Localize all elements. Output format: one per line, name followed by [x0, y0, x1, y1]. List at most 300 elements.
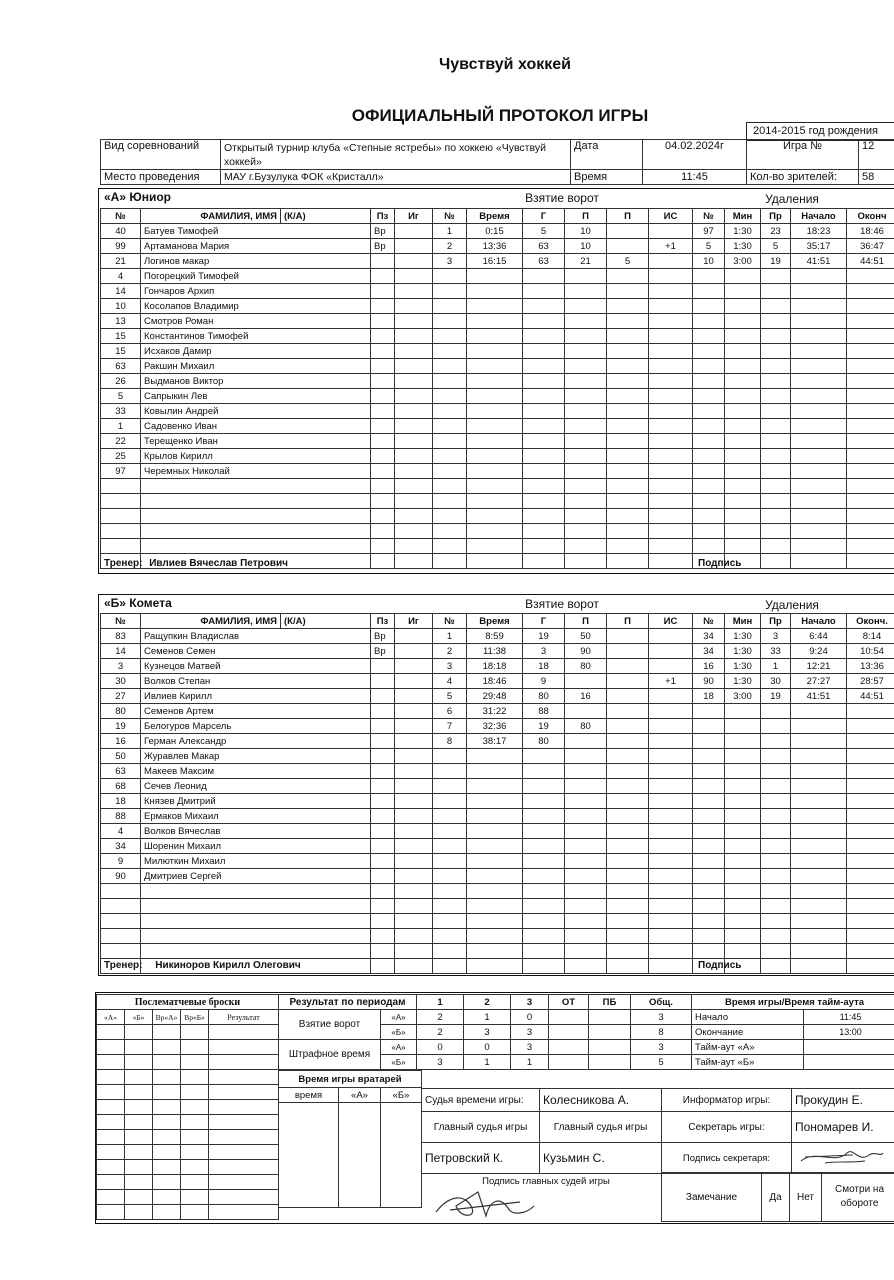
- team-a-penalty-number: [693, 284, 725, 299]
- team-a-player-ig: [395, 404, 433, 419]
- shootout-header-gk-b: Вр«Б»: [181, 1010, 209, 1025]
- team-a-player-name: Смотров Роман: [141, 314, 371, 329]
- team-b-penalty-start: [791, 854, 847, 869]
- header-table: [100, 139, 894, 185]
- team-a-penalty-row: [693, 284, 894, 299]
- team-a-goal-assist-1: [565, 269, 607, 284]
- team-b-roster-row: [101, 734, 433, 749]
- team-b-penalty-minutes: [725, 719, 761, 734]
- team-b-goal-row: [433, 689, 693, 704]
- team-a-player-number: 97: [101, 464, 141, 479]
- team-a-penalty-end: [847, 359, 894, 374]
- team-b-player-ig: [395, 749, 433, 764]
- team-b-penalty-number: 90: [693, 674, 725, 689]
- team-b-goal-row: [433, 794, 693, 809]
- team-b-coach: [100, 958, 436, 973]
- team-b-goal-situation: [649, 779, 693, 794]
- team-b-roster-row: [101, 749, 433, 764]
- timeout-a-label: Тайм-аут «А»: [692, 1040, 804, 1055]
- team-a-penalty-start: [791, 389, 847, 404]
- team-b-penalty-start: 12:21: [791, 659, 847, 674]
- team-b-player-number: 19: [101, 719, 141, 734]
- team-a-goal-row: [433, 359, 693, 374]
- team-b-penalty-minutes: 1:30: [725, 629, 761, 644]
- team-b-penalty-end: 10:54: [847, 644, 894, 659]
- team-a-roster-row: [101, 524, 433, 539]
- team-b-penalty-minutes: [725, 794, 761, 809]
- team-a-goal-time: [467, 314, 523, 329]
- team-b-penalty-end: [847, 749, 894, 764]
- team-b-goal-situation: [649, 659, 693, 674]
- team-a-penalty-start: [791, 314, 847, 329]
- team-a-goal-row: [433, 239, 693, 254]
- team-a-roster-row: [101, 359, 433, 374]
- team-a-player-pz: Вр: [371, 224, 395, 239]
- team-a-player-pz: [371, 284, 395, 299]
- team-a-player-number: 5: [101, 389, 141, 404]
- team-b-penalty-number: 34: [693, 629, 725, 644]
- team-b-penalty-number: [693, 719, 725, 734]
- team-b-goal-assist-2: [607, 659, 649, 674]
- team-a-roster-row: [101, 479, 433, 494]
- team-a-player-ig: [395, 419, 433, 434]
- team-a-penalty-start: [791, 329, 847, 344]
- team-b-roster-row: [101, 779, 433, 794]
- team-a-player-pz: [371, 449, 395, 464]
- team-a-goal-time: [467, 284, 523, 299]
- team-a-penalty-row: [693, 254, 894, 269]
- team-a-player-ig: [395, 239, 433, 254]
- period-3-header: 3: [511, 995, 549, 1010]
- team-a-coach-label: Тренер:: [104, 558, 143, 569]
- team-a-penalty-reason: [761, 539, 791, 554]
- team-b-roster-header-captain: (К/А): [281, 614, 371, 629]
- team-b-penalty-row: [693, 884, 894, 899]
- team-a-penalty-row: [693, 524, 894, 539]
- team-b-goal-situation: [649, 719, 693, 734]
- team-b-goal-goal: [523, 899, 565, 914]
- team-b-goal-number: 2: [433, 644, 467, 659]
- team-a-penalty-end: [847, 329, 894, 344]
- team-a-roster-row: [101, 269, 433, 284]
- team-b-penalty-minutes: [725, 824, 761, 839]
- team-b-penalty-minutes: [725, 929, 761, 944]
- team-b-goal-row: [433, 914, 693, 929]
- team-a-goal-number: [433, 284, 467, 299]
- penalty-b-p1: 3: [417, 1055, 464, 1070]
- team-a-goal-time: [467, 509, 523, 524]
- team-b-player-pz: [371, 659, 395, 674]
- team-b-penalty-number: [693, 914, 725, 929]
- team-a-player-number: 40: [101, 224, 141, 239]
- team-b-player-number: 16: [101, 734, 141, 749]
- team-b-goal-situation: [649, 914, 693, 929]
- team-b-penalty-start: [791, 929, 847, 944]
- team-a-goal-time: [467, 374, 523, 389]
- team-b-goal-situation: [649, 884, 693, 899]
- team-b-penalty-minutes: [725, 914, 761, 929]
- team-a-player-number: 26: [101, 374, 141, 389]
- team-b-player-pz: [371, 899, 395, 914]
- team-b-goals-title: Взятие ворот: [525, 597, 599, 611]
- team-a-player-ig: [395, 524, 433, 539]
- team-b-roster-row: [101, 839, 433, 854]
- team-b-goal-number: [433, 749, 467, 764]
- team-b-penalty-end: [847, 959, 894, 974]
- team-a-penalty-minutes: [725, 344, 761, 359]
- team-b-goal-assist-2: [607, 749, 649, 764]
- team-a-goal-row: [433, 389, 693, 404]
- team-b-player-number: 83: [101, 629, 141, 644]
- team-b-player-name: Волков Вячеслав: [141, 824, 371, 839]
- team-a-goal-situation: [649, 509, 693, 524]
- team-a-penalty-end: [847, 419, 894, 434]
- team-b-penalty-row: [693, 914, 894, 929]
- team-a-title: «А» Юниор: [104, 190, 172, 204]
- spectators-label: Кол-во зрителей:: [747, 170, 859, 185]
- team-b-goal-number: 4: [433, 674, 467, 689]
- team-a-goal-goal: [523, 509, 565, 524]
- team-a-goal-goal: [523, 539, 565, 554]
- team-b-penalty-reason: [761, 869, 791, 884]
- goals-a-p1: 2: [417, 1010, 464, 1025]
- team-b-goal-assist-2: [607, 839, 649, 854]
- team-a-penalty-reason: [761, 479, 791, 494]
- team-b-goal-assist-2: [607, 824, 649, 839]
- team-a-penalty-number: [693, 479, 725, 494]
- team-b-goal-time: 11:38: [467, 644, 523, 659]
- team-b-player-number: [101, 884, 141, 899]
- team-b-player-number: [101, 929, 141, 944]
- team-a-penalty-number: [693, 419, 725, 434]
- team-a-penalty-number: [693, 299, 725, 314]
- team-a-goal-row: [433, 254, 693, 269]
- team-a-goal-assist-2: 5: [607, 254, 649, 269]
- team-a-penalty-reason: [761, 404, 791, 419]
- team-a-penalty-reason: [761, 314, 791, 329]
- team-a-player-ig: [395, 434, 433, 449]
- timeout-b-label: Тайм-аут «Б»: [692, 1055, 804, 1070]
- team-b-goal-assist-1: [565, 824, 607, 839]
- team-a-goal-situation: [649, 434, 693, 449]
- team-a-goal-situation: [649, 359, 693, 374]
- team-a-player-number: 4: [101, 269, 141, 284]
- team-a-goal-row: [433, 494, 693, 509]
- team-b-player-ig: [395, 704, 433, 719]
- team-b-goal-assist-2: [607, 629, 649, 644]
- team-a-goal-time: [467, 524, 523, 539]
- team-b-penalty-reason: [761, 704, 791, 719]
- team-b-goal-time: [467, 899, 523, 914]
- team-b-player-ig: [395, 929, 433, 944]
- team-a-player-name: Ракшин Михаил: [141, 359, 371, 374]
- team-b-goal-time: 18:46: [467, 674, 523, 689]
- team-b-player-number: 18: [101, 794, 141, 809]
- goals-a-p3: 0: [511, 1010, 549, 1025]
- team-a-goal-situation: [649, 494, 693, 509]
- penalty-b-team: «Б»: [381, 1055, 417, 1070]
- team-a-goal-time: [467, 464, 523, 479]
- team-a-penalty-number: [693, 344, 725, 359]
- team-b-goals-header-assist-2: П: [607, 614, 649, 629]
- team-b-goal-time: 8:59: [467, 629, 523, 644]
- team-a-roster-header-name: ФАМИЛИЯ, ИМЯ: [141, 209, 281, 224]
- team-a-goal-row: [433, 284, 693, 299]
- team-b-goal-goal: [523, 749, 565, 764]
- shootout-header-gk-a: Вр«А»: [153, 1010, 181, 1025]
- team-a-penalty-reason: [761, 359, 791, 374]
- team-b-penalty-reason: 33: [761, 644, 791, 659]
- team-b-player-pz: [371, 929, 395, 944]
- team-a-penalty-row: [693, 224, 894, 239]
- team-b-goal-assist-1: [565, 854, 607, 869]
- team-b-penalty-end: [847, 719, 894, 734]
- team-b-penalty-number: [693, 854, 725, 869]
- team-b-player-name: Герман Александр: [141, 734, 371, 749]
- team-a-goal-goal: [523, 359, 565, 374]
- team-a-penalty-reason: [761, 299, 791, 314]
- penalty-a-p2: 0: [464, 1040, 511, 1055]
- team-b-player-ig: [395, 809, 433, 824]
- team-b-player-number: 3: [101, 659, 141, 674]
- team-a-goals-header-assist-1: П: [565, 209, 607, 224]
- team-a-player-name: Терещенко Иван: [141, 434, 371, 449]
- team-a-goal-assist-2: [607, 269, 649, 284]
- team-a-player-pz: [371, 344, 395, 359]
- team-a-goal-situation: [649, 329, 693, 344]
- team-a-goal-number: [433, 434, 467, 449]
- team-b-goal-row: [433, 719, 693, 734]
- team-a-player-ig: [395, 389, 433, 404]
- team-b-goal-assist-1: [565, 884, 607, 899]
- team-b-goal-time: [467, 794, 523, 809]
- periods-title: Результат по периодам: [279, 995, 417, 1010]
- team-a-goal-goal: [523, 434, 565, 449]
- team-b-penalty-end: 8:14: [847, 629, 894, 644]
- team-a-goal-situation: [649, 389, 693, 404]
- team-b-goal-goal: 3: [523, 644, 565, 659]
- team-b-penalty-reason: [761, 929, 791, 944]
- team-a-penalty-number: [693, 539, 725, 554]
- team-a-player-pz: [371, 464, 395, 479]
- remark-yes-label: Да: [762, 1173, 790, 1222]
- team-b-penalties-title: Удаления: [765, 598, 819, 612]
- team-a-penalty-header-minutes: Мин: [725, 209, 761, 224]
- team-a-player-number: [101, 509, 141, 524]
- team-a-penalties: [692, 208, 894, 569]
- team-a-goal-row: [433, 299, 693, 314]
- team-b-goal-time: [467, 869, 523, 884]
- team-b-player-number: [101, 914, 141, 929]
- team-a-goal-assist-2: [607, 224, 649, 239]
- team-b-player-ig: [395, 944, 433, 959]
- team-a-goal-goal: [523, 329, 565, 344]
- team-b-goal-assist-2: [607, 794, 649, 809]
- team-b-penalty-reason: [761, 899, 791, 914]
- informer-name: Прокудин Е.: [792, 1089, 894, 1112]
- head-ref-1-label: Главный судья игры: [422, 1112, 540, 1143]
- team-a-penalty-number: [693, 434, 725, 449]
- team-a-player-name: Выдманов Виктор: [141, 374, 371, 389]
- team-a-player-pz: [371, 479, 395, 494]
- team-a-player-ig: [395, 254, 433, 269]
- team-a-player-name: Садовенко Иван: [141, 419, 371, 434]
- goals-b-p2: 3: [464, 1025, 511, 1040]
- secretary-signature-icon: [795, 1143, 885, 1169]
- team-a-player-name: Сапрыкин Лев: [141, 389, 371, 404]
- venue-value: МАУ г.Бузулука ФОК «Кристалл»: [221, 170, 571, 185]
- time-label: Время: [571, 170, 643, 185]
- penalty-a-total: 3: [631, 1040, 692, 1055]
- team-a-goal-situation: [649, 344, 693, 359]
- team-a-goal-assist-2: [607, 464, 649, 479]
- team-b-roster-row: [101, 929, 433, 944]
- penalty-b-p3: 1: [511, 1055, 549, 1070]
- team-b-goals-header-goal: Г: [523, 614, 565, 629]
- team-b-goal-time: [467, 779, 523, 794]
- document-title: Чувствуй хоккей: [439, 56, 571, 73]
- team-a-penalty-number: [693, 449, 725, 464]
- team-b-goal-time: [467, 854, 523, 869]
- team-a-goal-time: [467, 269, 523, 284]
- team-b-penalty-end: [847, 854, 894, 869]
- team-a-goal-goal: [523, 284, 565, 299]
- team-b-goal-row: [433, 779, 693, 794]
- team-b-goal-goal: 18: [523, 659, 565, 674]
- team-a-player-number: 99: [101, 239, 141, 254]
- team-a-goal-situation: [649, 284, 693, 299]
- secretary-name: Пономарев И.: [792, 1112, 894, 1143]
- team-b-penalty-number: [693, 734, 725, 749]
- period-1-header: 1: [417, 995, 464, 1010]
- team-b-goal-number: 1: [433, 629, 467, 644]
- team-b-goal-assist-1: [565, 929, 607, 944]
- team-a-goal-number: [433, 269, 467, 284]
- team-b-player-pz: [371, 749, 395, 764]
- team-a-goal-assist-1: [565, 359, 607, 374]
- team-b-player-number: 9: [101, 854, 141, 869]
- goalies-header-b: «Б»: [381, 1088, 422, 1103]
- team-b-penalty-reason: [761, 809, 791, 824]
- team-b-goal-goal: [523, 809, 565, 824]
- team-b-penalty-reason: [761, 824, 791, 839]
- team-a-goals-header-situation: ИС: [649, 209, 693, 224]
- team-a-penalty-minutes: [725, 359, 761, 374]
- team-a-roster-row: [101, 509, 433, 524]
- team-a-penalty-end: [847, 284, 894, 299]
- team-b-goal-time: 31:22: [467, 704, 523, 719]
- goals-row-label: Взятие ворот: [279, 1010, 381, 1040]
- team-b-player-name: Семенов Артем: [141, 704, 371, 719]
- competition-label: Вид соревнований: [101, 140, 221, 170]
- team-a-penalty-end: [847, 449, 894, 464]
- team-b-penalty-start: [791, 959, 847, 974]
- team-b-penalty-header-start: Начало: [791, 614, 847, 629]
- team-a-player-name: Батуев Тимофей: [141, 224, 371, 239]
- gametime-table: [691, 994, 894, 1070]
- period-ot-header: ОТ: [549, 995, 589, 1010]
- team-a-penalty-row: [693, 329, 894, 344]
- team-a-goal-situation: +1: [649, 239, 693, 254]
- goals-b-total: 8: [631, 1025, 692, 1040]
- team-b-coach-label: Тренер:: [104, 960, 143, 971]
- team-b-goal-goal: 19: [523, 719, 565, 734]
- team-a-roster-row: [101, 464, 433, 479]
- date-label: Дата: [571, 140, 643, 170]
- team-b-penalty-start: [791, 749, 847, 764]
- team-b-penalty-start: [791, 899, 847, 914]
- team-b-goal-row: [433, 839, 693, 854]
- team-a-player-number: 15: [101, 329, 141, 344]
- team-a-penalty-minutes: [725, 509, 761, 524]
- team-a-roster-row: [101, 494, 433, 509]
- team-a-penalty-reason: [761, 284, 791, 299]
- team-a-goal-assist-2: [607, 404, 649, 419]
- team-b-goal-assist-1: 50: [565, 629, 607, 644]
- team-a-penalty-row: [693, 494, 894, 509]
- shootout-table: [96, 994, 279, 1220]
- team-a-player-ig: [395, 344, 433, 359]
- gametime-start-label: Начало: [692, 1010, 804, 1025]
- team-a-player-name: [141, 479, 371, 494]
- head-refs-signature-icon: [430, 1188, 540, 1222]
- team-a-penalty-minutes: 3:00: [725, 254, 761, 269]
- team-a-player-name: Гончаров Архип: [141, 284, 371, 299]
- team-a-goal-row: [433, 269, 693, 284]
- team-a-roster-row: [101, 254, 433, 269]
- team-a-goal-goal: [523, 389, 565, 404]
- team-a-penalty-number: [693, 494, 725, 509]
- team-a-goal-assist-1: 10: [565, 224, 607, 239]
- team-b-penalty-header-reason: Пр: [761, 614, 791, 629]
- team-b-player-ig: [395, 644, 433, 659]
- team-a-penalty-minutes: [725, 494, 761, 509]
- team-b-goal-assist-1: [565, 914, 607, 929]
- goalies-header-a: «А»: [339, 1088, 381, 1103]
- goals-b-p3: 3: [511, 1025, 549, 1040]
- team-a-penalty-reason: [761, 509, 791, 524]
- team-b-player-pz: [371, 884, 395, 899]
- team-b-goal-goal: [523, 854, 565, 869]
- team-b-goal-row: [433, 734, 693, 749]
- team-a-goal-situation: [649, 299, 693, 314]
- period-2-header: 2: [464, 995, 511, 1010]
- team-a-goal-time: 16:15: [467, 254, 523, 269]
- team-b-goal-situation: [649, 749, 693, 764]
- team-b-player-ig: [395, 734, 433, 749]
- head-ref-2-label: Главный судья игры: [540, 1112, 662, 1143]
- team-a-player-pz: [371, 314, 395, 329]
- team-b-player-number: 80: [101, 704, 141, 719]
- team-b-penalty-start: [791, 944, 847, 959]
- secretary-signature-cell: [792, 1143, 894, 1174]
- team-b-goal-assist-1: [565, 839, 607, 854]
- team-a-penalty-number: [693, 524, 725, 539]
- team-a-goal-time: 0:15: [467, 224, 523, 239]
- team-b-player-pz: [371, 704, 395, 719]
- team-b-roster-row: [101, 764, 433, 779]
- team-b-goal-goal: [523, 839, 565, 854]
- team-a-player-pz: [371, 434, 395, 449]
- team-a-roster-header-captain: (К/А): [281, 209, 371, 224]
- team-a-player-ig: [395, 224, 433, 239]
- team-b-goal-row: [433, 764, 693, 779]
- team-b-goal-number: [433, 794, 467, 809]
- team-a-penalty-minutes: [725, 539, 761, 554]
- team-b-penalty-reason: [761, 749, 791, 764]
- team-a-penalty-end: 36:47: [847, 239, 894, 254]
- team-b-goals-header-number: №: [433, 614, 467, 629]
